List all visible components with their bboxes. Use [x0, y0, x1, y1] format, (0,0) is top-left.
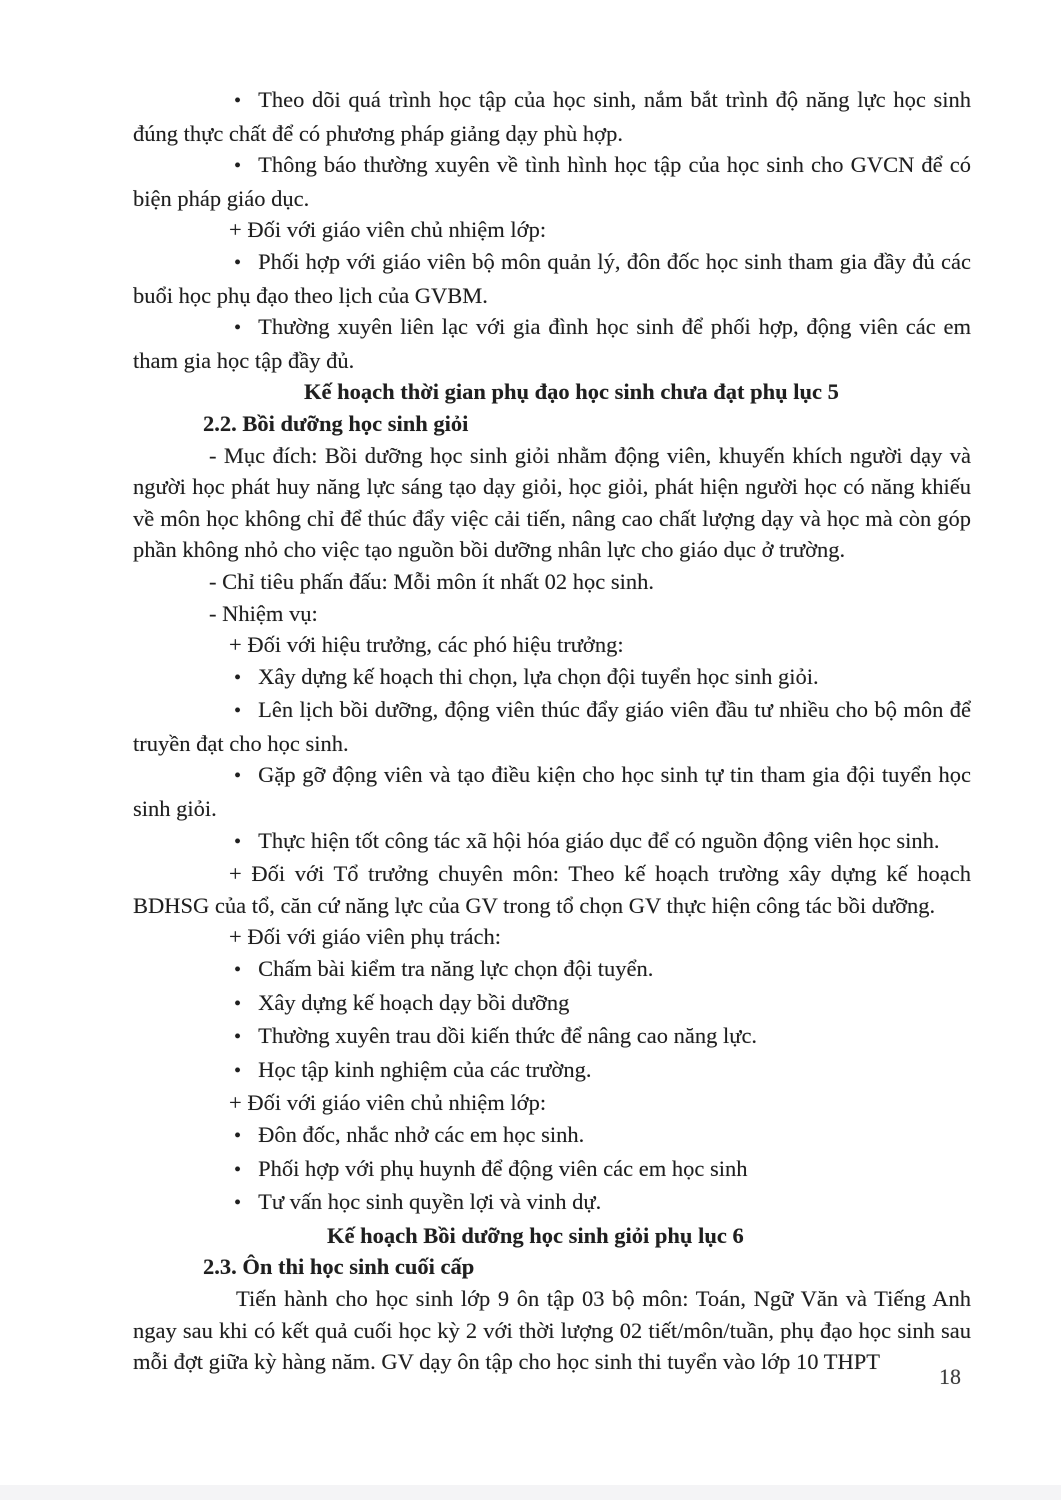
- document-body: [133, 84, 971, 1378]
- bullet-icon: •: [234, 1192, 242, 1215]
- paragraph: • Thực hiện tốt công tác xã hội hóa giáo dục để có nguồn động viên học sinh.: [234, 827, 940, 853]
- paragraph: - Mục đích: Bồi dưỡng học sinh giỏi nhằm động viên, khuyến khích người dạy và người học phát huy năng lực sáng tạo dạy giỏi, học giỏi, phát hiện người học có năng khiếu về môn học không chỉ để thúc đẩy việc cải tiến, nâng cao chất lượng dạy và học mà còn góp phần không nhỏ cho việc tạo nguồn bồi dưỡng nhân lực cho giáo dục ở trường.: [133, 442, 971, 563]
- paragraph: • Thường xuyên trau dồi kiến thức để nâng cao năng lực.: [234, 1023, 758, 1049]
- paragraph: + Đối với giáo viên phụ trách:: [229, 924, 502, 950]
- scan-edge-artifact: [0, 1485, 1061, 1500]
- bullet-icon: •: [234, 317, 242, 340]
- paragraph: + Đối với giáo viên chủ nhiệm lớp:: [229, 217, 547, 243]
- paragraph: + Đối với hiệu trưởng, các phó hiệu trưởng:: [229, 632, 624, 658]
- bullet-icon: •: [234, 155, 242, 178]
- paragraph: • Đôn đốc, nhắc nhở các em học sinh.: [234, 1122, 585, 1147]
- section-heading: 2.3. Ôn thi học sinh cuối cấp: [203, 1254, 475, 1280]
- paragraph: • Phối hợp với phụ huynh để động viên các em học sinh: [234, 1155, 748, 1181]
- paragraph: - Nhiệm vụ:: [209, 600, 318, 626]
- paragraph: Tiến hành cho học sinh lớp 9 ôn tập 03 bộ môn: Toán, Ngữ Văn và Tiếng Anh ngay sau khi có kết quả cuối học kỳ 2 với thời lượng 02 tiết/môn/tuần, phụ đạo học sinh sau mỗi đợt giữa kỳ hàng năm. GV dạy ôn tập cho học sinh thi tuyển vào lớp 10 THPT: [133, 1285, 971, 1375]
- paragraph: • Gặp gỡ động viên và tạo điều kiện cho học sinh tự tin tham gia đội tuyển học sinh giỏi.: [133, 762, 971, 822]
- paragraph: • Thường xuyên liên lạc với gia đình học sinh để phối hợp, động viên các em tham gia học tập đầy đủ.: [133, 314, 971, 373]
- bullet-icon: •: [234, 1158, 242, 1181]
- annex-note: Kế hoạch Bồi dưỡng học sinh giỏi phụ lục 6: [327, 1222, 744, 1248]
- paragraphs: [133, 84, 971, 1378]
- section-heading: 2.2. Bồi dưỡng học sinh giỏi: [203, 410, 469, 436]
- bullet-icon: •: [234, 830, 242, 853]
- paragraph: - Chỉ tiêu phấn đấu: Mỗi môn ít nhất 02 học sinh.: [209, 568, 654, 594]
- bullet-icon: •: [234, 90, 242, 112]
- paragraph: • Theo dõi quá trình học tập của học sinh, nắm bắt trình độ năng lực học sinh đúng thực chất để có phương pháp giảng dạy phù hợp.: [133, 87, 971, 146]
- bullet-icon: •: [234, 251, 242, 274]
- annex-note: Kế hoạch thời gian phụ đạo học sinh chưa đạt phụ lục 5: [304, 379, 839, 405]
- bullet-icon: •: [234, 1026, 242, 1049]
- page-number: 18: [939, 1364, 961, 1389]
- bullet-icon: •: [234, 959, 242, 982]
- paragraph: • Xây dựng kế hoạch dạy bồi dưỡng: [234, 989, 570, 1015]
- paragraph: + Đối với Tổ trưởng chuyên môn: Theo kế hoạch trường xây dựng kế hoạch BDHSG của tổ, căn cứ năng lực của GV trong tổ chọn GV thực hiện công tác bồi dưỡng.: [133, 861, 971, 918]
- paragraph: • Tư vấn học sinh quyền lợi và vinh dự.: [234, 1189, 602, 1215]
- paragraph: • Lên lịch bồi dưỡng, động viên thúc đẩy giáo viên đầu tư nhiều cho bộ môn để truyền đạt cho học sinh.: [133, 697, 971, 756]
- paragraph: • Học tập kinh nghiệm của các trường.: [234, 1056, 592, 1082]
- bullet-icon: •: [234, 1125, 242, 1147]
- paragraph: + Đối với giáo viên chủ nhiệm lớp:: [229, 1090, 547, 1116]
- paragraph: • Phối hợp với giáo viên bộ môn quản lý, đôn đốc học sinh tham gia đầy đủ các buổi học phụ đạo theo lịch của GVBM.: [133, 248, 971, 308]
- bullet-icon: •: [234, 992, 242, 1015]
- bullet-icon: •: [234, 700, 242, 723]
- bullet-icon: •: [234, 1059, 242, 1082]
- bullet-icon: •: [234, 765, 242, 788]
- paragraph: • Thông báo thường xuyên về tình hình học tập của học sinh cho GVCN để có biện pháp giáo dục.: [133, 152, 971, 211]
- bullet-icon: •: [234, 666, 242, 689]
- paragraph: • Chấm bài kiểm tra năng lực chọn đội tuyển.: [234, 956, 654, 982]
- paragraph: • Xây dựng kế hoạch thi chọn, lựa chọn đội tuyển học sinh giỏi.: [234, 663, 819, 689]
